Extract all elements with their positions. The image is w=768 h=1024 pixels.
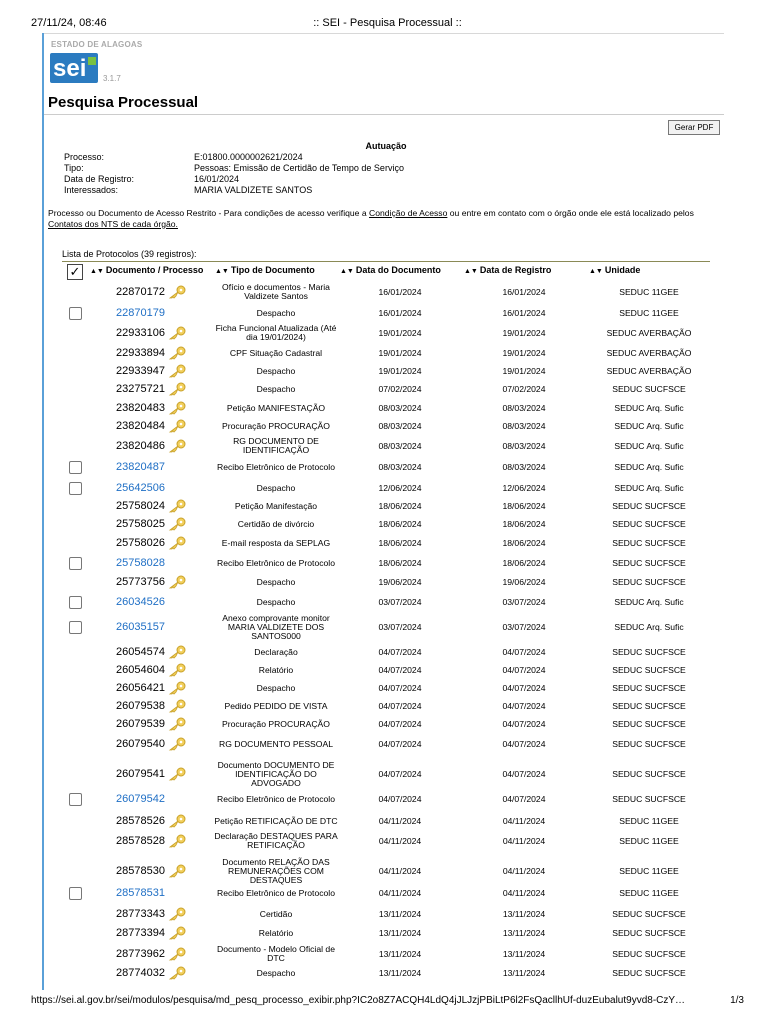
document-type: Relatório: [258, 927, 294, 938]
registration-date: 13/11/2024: [502, 908, 546, 919]
document-number: 23275721: [116, 381, 186, 397]
registration-date: 16/01/2024: [502, 286, 546, 297]
key-icon: [168, 699, 186, 713]
table-row: [0, 458, 768, 476]
table-row: [0, 790, 768, 808]
sei-logo-icon: [50, 53, 100, 83]
table-row: [0, 381, 768, 397]
key-icon: [168, 737, 186, 751]
unit: SEDUC SUCFSCE: [612, 383, 686, 394]
table-row: [0, 812, 768, 830]
registration-date: 18/06/2024: [502, 537, 546, 548]
sort-icon: ▲▼: [340, 268, 354, 275]
col-header-tipo[interactable]: [215, 265, 315, 275]
document-type: Recibo Eletrônico de Protocolo: [217, 887, 335, 898]
document-link[interactable]: 26035157: [116, 621, 165, 633]
document-type: Documento DOCUMENTO DE IDENTIFICAÇÃO DO ADVOGADO: [217, 759, 335, 788]
document-type: Despacho: [256, 576, 296, 587]
row-checkbox[interactable]: [69, 461, 82, 474]
table-row: [0, 944, 768, 964]
unit: SEDUC SUCFSCE: [612, 576, 686, 587]
top-divider: [44, 33, 724, 34]
info-value: MARIA VALDIZETE SANTOS: [194, 185, 313, 195]
table-row: [0, 400, 768, 416]
document-date: 04/11/2024: [378, 835, 422, 846]
registration-date: 04/11/2024: [502, 865, 546, 876]
unit: SEDUC 11GEE: [619, 815, 679, 826]
registration-date: 08/03/2024: [502, 420, 546, 431]
key-icon: [168, 834, 186, 848]
sei-logo-text: sei: [53, 55, 87, 82]
table-row: [0, 734, 768, 754]
col-header-label: Unidade: [604, 265, 641, 275]
unit: SEDUC SUCFSCE: [612, 518, 686, 529]
table-row: [0, 283, 768, 301]
table-row: [0, 644, 768, 660]
key-icon: [168, 681, 186, 695]
document-date: 13/11/2024: [378, 948, 422, 959]
table-row: [0, 925, 768, 941]
document-number: 26056421: [116, 680, 186, 696]
registration-date: 16/01/2024: [502, 307, 546, 318]
document-date: 04/07/2024: [378, 664, 422, 675]
info-row-processo: [64, 152, 464, 163]
info-value: Pessoas: Emissão de Certidão de Tempo de Serviço: [194, 163, 404, 173]
unit: SEDUC SUCFSCE: [612, 908, 686, 919]
unit: SEDUC SUCFSCE: [612, 557, 686, 568]
row-checkbox[interactable]: [69, 793, 82, 806]
document-number: 26079538: [116, 698, 186, 714]
document-type: Certidão de divórcio: [237, 518, 315, 529]
row-checkbox[interactable]: [69, 482, 82, 495]
col-header-unidade[interactable]: [589, 265, 640, 275]
document-type: Despacho: [256, 967, 296, 978]
key-icon: [168, 517, 186, 531]
document-type: Relatório: [258, 664, 294, 675]
document-number: 26079540: [116, 734, 186, 754]
document-number: 25773756: [116, 574, 186, 590]
unit: SEDUC SUCFSCE: [612, 738, 686, 749]
table-row: [0, 535, 768, 551]
document-number: 26079541: [116, 760, 186, 788]
document-number: 28773394: [116, 925, 186, 941]
document-date: 18/06/2024: [378, 557, 422, 568]
table-row: [0, 760, 768, 788]
table-row: [0, 832, 768, 850]
table-row: [0, 574, 768, 590]
access-condition-link[interactable]: Condição de Acesso: [369, 208, 448, 218]
document-date: 03/07/2024: [378, 621, 422, 632]
document-type: Despacho: [256, 596, 296, 607]
document-type: Anexo comprovante monitor MARIA VALDIZETE DOS SANTOS000: [222, 612, 330, 641]
key-icon: [168, 767, 186, 781]
key-icon: [168, 346, 186, 360]
unit: SEDUC AVERBAÇÃO: [606, 347, 692, 358]
state-name: ESTADO DE ALAGOAS: [51, 40, 143, 49]
registration-date: 18/06/2024: [502, 518, 546, 529]
registration-date: 18/06/2024: [502, 500, 546, 511]
registration-date: 04/07/2024: [502, 682, 546, 693]
notice-text-2: ou entre em contato com o órgão onde ele está localizado pelos: [447, 208, 694, 218]
unit: SEDUC Arq. Sufic: [614, 402, 684, 413]
registration-date: 04/07/2024: [502, 718, 546, 729]
document-date: 08/03/2024: [378, 402, 422, 413]
print-url: https://sei.al.gov.br/sei/modulos/pesquisa/md_pesq_processo_exibir.php?IC2o8Z7ACQH4LdQ4jJLJzjPBiLtP6l2FsQacllhUf-duzEubalut9yvd8-CzY…: [31, 995, 686, 1006]
table-row: [0, 857, 768, 885]
registration-date: 04/07/2024: [502, 738, 546, 749]
document-type: Petição Manifestação: [234, 500, 318, 511]
registration-date: 08/03/2024: [502, 402, 546, 413]
document-type: Ofício e documentos - Maria Valdizete Santos: [222, 282, 330, 301]
generate-pdf-button[interactable]: Gerar PDF: [668, 120, 720, 135]
key-icon: [168, 439, 186, 453]
key-icon: [168, 419, 186, 433]
document-link[interactable]: 22870179: [116, 307, 165, 319]
registration-date: 04/11/2024: [502, 815, 546, 826]
document-number: 25758024: [116, 498, 186, 514]
document-type: Despacho: [256, 365, 296, 376]
registration-date: 04/07/2024: [502, 700, 546, 711]
key-icon: [168, 717, 186, 731]
select-all-checkbox[interactable]: ✓: [67, 264, 83, 280]
document-date: 04/11/2024: [378, 865, 422, 876]
document-number: 26054604: [116, 662, 186, 678]
registration-date: 18/06/2024: [502, 557, 546, 568]
row-checkbox[interactable]: [69, 557, 82, 570]
unit: SEDUC 11GEE: [619, 286, 679, 297]
document-number: 25758026: [116, 535, 186, 551]
document-type: Declaração DESTAQUES PARA RETIFICAÇÃO: [214, 831, 338, 850]
document-date: 04/07/2024: [378, 700, 422, 711]
key-icon: [168, 285, 186, 299]
table-row: [0, 554, 768, 572]
unit: SEDUC SUCFSCE: [612, 768, 686, 779]
table-row: [0, 345, 768, 361]
registration-date: 03/07/2024: [502, 621, 546, 632]
key-icon: [168, 966, 186, 980]
row-checkbox[interactable]: [69, 887, 82, 900]
document-number: 23820484: [116, 418, 186, 434]
key-icon: [168, 645, 186, 659]
unit: SEDUC SUCFSCE: [612, 537, 686, 548]
key-icon: [168, 401, 186, 415]
info-label: Tipo:: [64, 163, 84, 173]
table-row: [0, 612, 768, 641]
table-row: [0, 594, 768, 610]
document-type: Certidão: [259, 908, 293, 919]
unit: SEDUC 11GEE: [619, 835, 679, 846]
unit: SEDUC SUCFSCE: [612, 664, 686, 675]
document-type: CPF Situação Cadastral: [229, 347, 323, 358]
registration-date: 12/06/2024: [502, 482, 546, 493]
document-number: 23820483: [116, 400, 186, 416]
col-header-data-documento[interactable]: [340, 265, 441, 275]
unit: SEDUC 11GEE: [619, 887, 679, 898]
registration-date: 08/03/2024: [502, 440, 546, 451]
table-row: [0, 436, 768, 456]
sort-icon: ▲▼: [464, 268, 478, 275]
document-link[interactable]: 23820487: [116, 461, 165, 473]
document-link[interactable]: 26079542: [116, 793, 165, 805]
document-number: 28578528: [116, 832, 186, 850]
document-number: 22870172: [116, 283, 186, 301]
document-number: 28773343: [116, 906, 186, 922]
section-title: Autuação: [365, 141, 407, 151]
registration-date: 19/01/2024: [502, 347, 546, 358]
document-date: 18/06/2024: [378, 518, 422, 529]
registration-date: 19/01/2024: [502, 327, 546, 338]
info-row-tipo: [64, 163, 464, 174]
document-type: Procuração PROCURAÇÃO: [222, 718, 330, 729]
unit: SEDUC Arq. Sufic: [614, 621, 684, 632]
registration-date: 19/06/2024: [502, 576, 546, 587]
registration-date: 04/07/2024: [502, 664, 546, 675]
unit: SEDUC AVERBAÇÃO: [606, 365, 692, 376]
document-number: 25758025: [116, 516, 186, 532]
unit: SEDUC AVERBAÇÃO: [606, 327, 692, 338]
key-icon: [168, 907, 186, 921]
document-date: 07/02/2024: [378, 383, 422, 394]
document-date: 12/06/2024: [378, 482, 422, 493]
document-link[interactable]: 28578531: [116, 887, 165, 899]
document-date: 19/01/2024: [378, 327, 422, 338]
document-type: Despacho: [256, 682, 296, 693]
sei-logo: [50, 53, 100, 88]
table-row: [0, 322, 768, 344]
registration-date: 04/11/2024: [502, 835, 546, 846]
info-label: Data de Registro:: [64, 174, 135, 184]
col-header-label: Documento / Processo: [105, 265, 204, 275]
process-info: [64, 152, 464, 196]
document-date: 16/01/2024: [378, 286, 422, 297]
title-divider: [44, 114, 724, 115]
document-type: Recibo Eletrônico de Protocolo: [217, 461, 335, 472]
document-date: 18/06/2024: [378, 537, 422, 548]
document-date: 04/07/2024: [378, 793, 422, 804]
unit: SEDUC SUCFSCE: [612, 682, 686, 693]
document-date: 04/07/2024: [378, 646, 422, 657]
row-checkbox[interactable]: [69, 621, 82, 634]
document-number: 28578526: [116, 812, 186, 830]
unit: SEDUC SUCFSCE: [612, 948, 686, 959]
document-type: Ficha Funcional Atualizada (Até dia 19/01/2024): [215, 323, 337, 342]
nts-contacts-link[interactable]: Contatos dos NTS de cada órgão.: [48, 218, 178, 229]
unit: SEDUC 11GEE: [619, 307, 679, 318]
unit: SEDUC SUCFSCE: [612, 718, 686, 729]
row-checkbox[interactable]: [69, 596, 82, 609]
page-title: Pesquisa Processual: [48, 94, 199, 111]
document-number: 22933106: [116, 322, 186, 344]
table-row: [0, 965, 768, 981]
document-date: 08/03/2024: [378, 461, 422, 472]
document-number: 28578530: [116, 857, 186, 885]
col-header-label: Data do Documento: [355, 265, 441, 275]
sort-icon: ▲▼: [589, 268, 603, 275]
print-datetime: 27/11/24, 08:46: [31, 17, 107, 29]
document-date: 04/07/2024: [378, 768, 422, 779]
key-icon: [168, 814, 186, 828]
unit: SEDUC Arq. Sufic: [614, 440, 684, 451]
document-link[interactable]: 26034526: [116, 596, 165, 608]
document-type: Pedido PEDIDO DE VISTA: [224, 700, 328, 711]
unit: SEDUC SUCFSCE: [612, 927, 686, 938]
key-icon: [168, 499, 186, 513]
document-number: 26054574: [116, 644, 186, 660]
registration-date: 13/11/2024: [502, 967, 546, 978]
header-divider: [62, 261, 710, 262]
registration-date: 04/11/2024: [502, 887, 546, 898]
document-date: 13/11/2024: [378, 967, 422, 978]
document-number: 22933947: [116, 363, 186, 379]
col-header-data-registro[interactable]: [464, 265, 551, 275]
document-number: 23820486: [116, 436, 186, 456]
registration-date: 03/07/2024: [502, 596, 546, 607]
registration-date: 04/07/2024: [502, 793, 546, 804]
table-row: [0, 698, 768, 714]
table-row: [0, 884, 768, 902]
key-icon: [168, 663, 186, 677]
document-type: E-mail resposta da SEPLAG: [221, 537, 331, 548]
print-page-number: 1/3: [730, 995, 744, 1006]
unit: SEDUC Arq. Sufic: [614, 482, 684, 493]
document-type: Petição MANIFESTAÇÃO: [226, 402, 326, 413]
document-date: 08/03/2024: [378, 440, 422, 451]
registration-date: 13/11/2024: [502, 927, 546, 938]
info-value: 16/01/2024: [194, 174, 240, 184]
document-date: 04/11/2024: [378, 887, 422, 898]
table-row: [0, 716, 768, 732]
table-row: [0, 516, 768, 532]
document-date: 13/11/2024: [378, 908, 422, 919]
document-date: 04/11/2024: [378, 815, 422, 826]
table-row: [0, 480, 768, 496]
document-type: Declaração: [254, 646, 298, 657]
table-row: [0, 363, 768, 379]
registration-date: 07/02/2024: [502, 383, 546, 394]
table-row: [0, 906, 768, 922]
document-date: 18/06/2024: [378, 500, 422, 511]
access-notice: [48, 208, 728, 229]
key-icon: [168, 947, 186, 961]
registration-date: 19/01/2024: [502, 365, 546, 376]
sort-icon: ▲▼: [90, 268, 104, 275]
sort-icon: ▲▼: [215, 268, 229, 275]
document-type: Despacho: [256, 383, 296, 394]
document-date: 03/07/2024: [378, 596, 422, 607]
row-checkbox[interactable]: [69, 307, 82, 320]
key-icon: [168, 326, 186, 340]
version-label: 3.1.7: [103, 74, 121, 83]
key-icon: [168, 864, 186, 878]
document-number: 28773962: [116, 944, 186, 964]
col-header-label: Data de Registro: [479, 265, 552, 275]
document-date: 08/03/2024: [378, 420, 422, 431]
protocol-list-title: Lista de Protocolos (39 registros):: [62, 249, 197, 259]
key-icon: [168, 536, 186, 550]
key-icon: [168, 382, 186, 396]
document-date: 16/01/2024: [378, 307, 422, 318]
table-row: [0, 680, 768, 696]
col-header-documento[interactable]: [90, 265, 203, 275]
table-row: [0, 498, 768, 514]
unit: SEDUC SUCFSCE: [612, 967, 686, 978]
document-type: Recibo Eletrônico de Protocolo: [217, 557, 335, 568]
document-date: 04/07/2024: [378, 738, 422, 749]
key-icon: [168, 926, 186, 940]
unit: SEDUC SUCFSCE: [612, 646, 686, 657]
document-type: RG DOCUMENTO PESSOAL: [219, 738, 333, 749]
info-label: Interessados:: [64, 185, 119, 195]
unit: SEDUC SUCFSCE: [612, 700, 686, 711]
document-date: 13/11/2024: [378, 927, 422, 938]
document-type: Despacho: [256, 307, 296, 318]
document-type: Petição RETIFICAÇÃO DE DTC: [214, 815, 338, 826]
table-row: [0, 305, 768, 321]
col-header-label: Tipo de Documento: [230, 265, 315, 275]
info-row-interessados: [64, 185, 464, 196]
registration-date: 08/03/2024: [502, 461, 546, 472]
document-type: RG DOCUMENTO DE IDENTIFICAÇÃO: [233, 436, 319, 455]
document-date: 19/01/2024: [378, 347, 422, 358]
unit: SEDUC Arq. Sufic: [614, 461, 684, 472]
unit: SEDUC SUCFSCE: [612, 500, 686, 511]
table-row: [0, 418, 768, 434]
info-row-data-registro: [64, 174, 464, 185]
unit: SEDUC Arq. Sufic: [614, 420, 684, 431]
info-label: Processo:: [64, 152, 105, 162]
document-date: 04/07/2024: [378, 718, 422, 729]
document-type: Despacho: [256, 482, 296, 493]
unit: SEDUC Arq. Sufic: [614, 596, 684, 607]
notice-text-1: Processo ou Documento de Acesso Restrito - Para condições de acesso verifique a: [48, 208, 370, 218]
document-number: 26079539: [116, 716, 186, 732]
document-date: 19/01/2024: [378, 365, 422, 376]
document-type: Procuração PROCURAÇÃO: [222, 420, 330, 431]
document-date: 04/07/2024: [378, 682, 422, 693]
document-number: 28774032: [116, 965, 186, 981]
registration-date: 13/11/2024: [502, 948, 546, 959]
registration-date: 04/07/2024: [502, 768, 546, 779]
document-number: 22933894: [116, 345, 186, 361]
print-title: :: SEI - Pesquisa Processual ::: [313, 17, 462, 29]
unit: SEDUC 11GEE: [619, 865, 679, 876]
table-row: [0, 662, 768, 678]
document-type: Documento - Modelo Oficial de DTC: [217, 944, 335, 963]
registration-date: 04/07/2024: [502, 646, 546, 657]
info-value: E:01800.0000002621/2024: [194, 152, 303, 162]
document-link[interactable]: 25642506: [116, 482, 165, 494]
key-icon: [168, 364, 186, 378]
unit: SEDUC SUCFSCE: [612, 793, 686, 804]
key-icon: [168, 575, 186, 589]
document-link[interactable]: 25758028: [116, 557, 165, 569]
document-type: Recibo Eletrônico de Protocolo: [217, 793, 335, 804]
document-type: Documento RELAÇÃO DAS REMUNERAÇÕES COM DESTAQUES: [222, 856, 330, 885]
document-date: 19/06/2024: [378, 576, 422, 587]
